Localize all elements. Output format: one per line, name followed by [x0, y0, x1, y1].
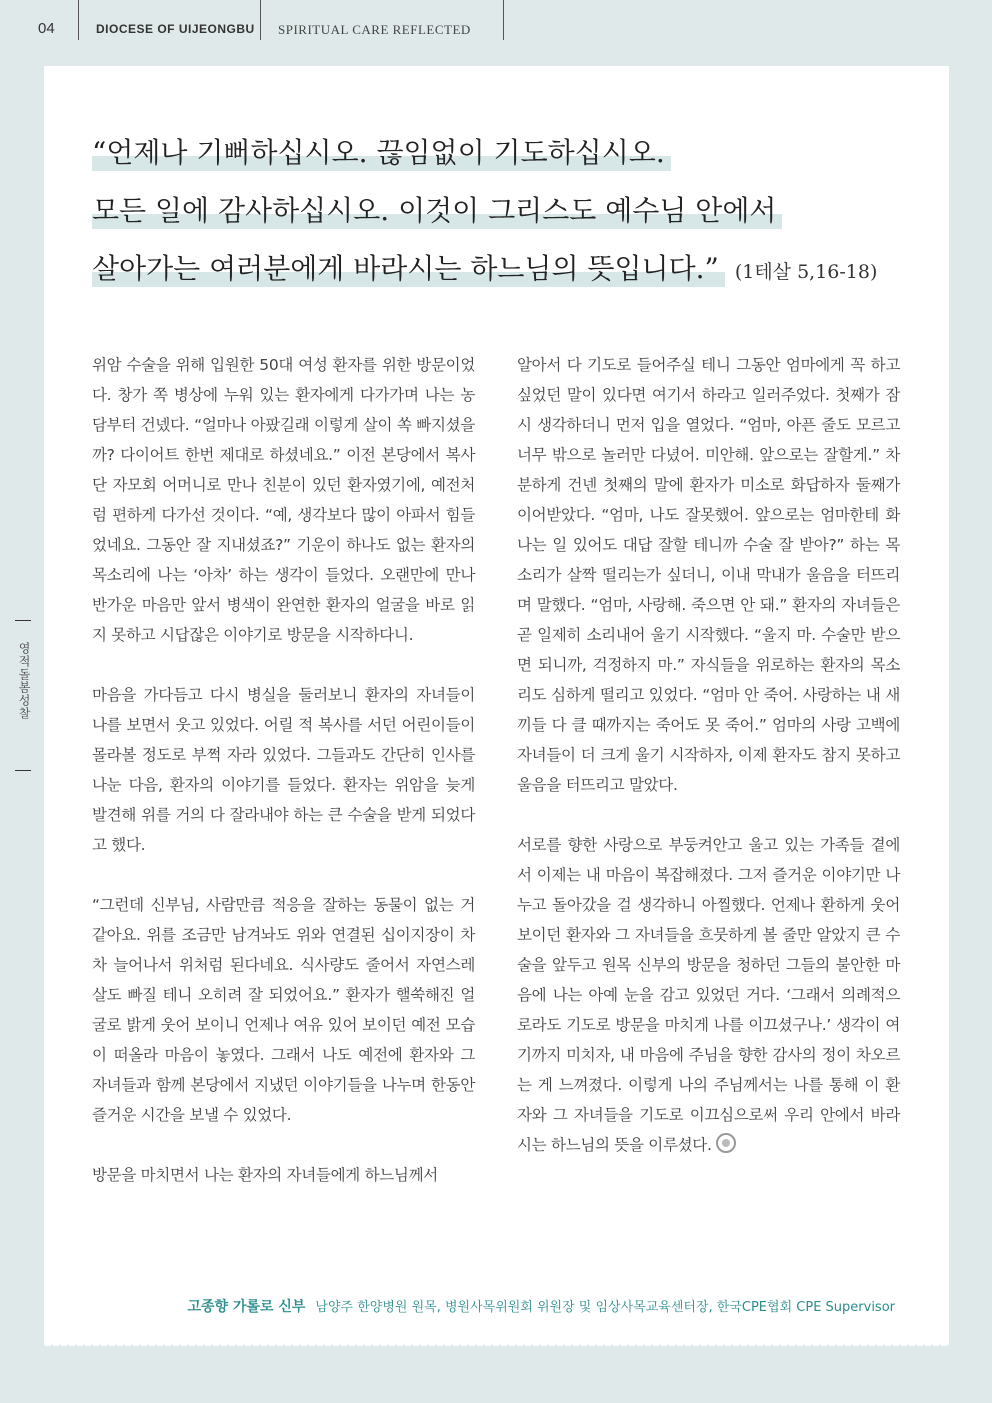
author-title: 남양주 한양병원 원목, 병원사목위원회 위원장 및 임상사목교육센터장, 한국CPE협회 CPE Supervisor	[315, 1300, 895, 1315]
paragraph-text: 서로를 향한 사랑으로 부둥켜안고 울고 있는 가족들 곁에서 이제는 내 마음이 복잡해졌다. 그저 즐거운 이야기만 나누고 돌아갔을 걸 생각하니 아찔했다. 언제나 환하게 웃어 보이던 환자와 그 자녀들을 흐뭇하게 볼 줄만 알았지 큰 수술을 앞두고 원목 신부의 방문을 청하던 그들의 불안한 마음에 나는 아예 눈을 감고 있었던 거다. ‘그래서 의례적으로라도 기도로 방문을 마치게 나를 이끄셨구나.’ 생각이 여기까지 미치자, 내 마음에 주님을 향한 감사의 정이 차오르는 게 느껴졌다. 이렇게 나의 주님께서는 나를 통해 이 환자와 그 자녀들을 기도로 이끄심으로써 우리 안에서 바라시는 하느님의 뜻을 이루셨다.	[517, 836, 900, 1154]
paragraph: 방문을 마치면서 나는 환자의 자녀들에게 하느님께서	[92, 1166, 438, 1184]
side-dash	[15, 620, 31, 621]
quote-line: 모든 일에 감사하십시오. 이것이 그리스도 예수님 안에서	[92, 193, 782, 229]
side-section-label	[13, 620, 33, 780]
article-column-right	[517, 350, 900, 1190]
quote-line: 살아가는 여러분에게 바라시는 하느님의 뜻입니다.”	[92, 251, 725, 287]
quote-line: “언제나 기뻐하십시오. 끊임없이 기도하십시오.	[92, 135, 671, 171]
end-mark-icon	[716, 1133, 736, 1153]
paragraph: “그런데 신부님, 사람만큼 적응을 잘하는 동물이 없는 거 같아요. 위를 조금만 남겨놔도 위와 연결된 십이지장이 차차 늘어나서 위처럼 된다네요. 식사량도 줄어서 자연스레 살도 빠질 테니 오히려 잘 되었어요.” 환자가 핼쑥해진 얼굴로 밝게 웃어 보이니 언제나 여유 있어 보이던 예전 모습이 떠올라 마음이 놓였다. 그래서 나도 예전에 환자와 그 자녀들과 함께 본당에서 지냈던 이야기들을 나누며 한동안 즐거운 시간을 보낼 수 있었다.	[92, 896, 475, 1124]
quote-reference: (1테살 5,16-18)	[734, 261, 878, 283]
paper-edge-bottom	[44, 1342, 949, 1350]
header-divider	[78, 0, 79, 40]
paragraph-last	[517, 830, 900, 1160]
side-label-text: 영적돌봄성찰	[17, 642, 31, 720]
article-column-left	[92, 350, 475, 1220]
scripture-quote	[92, 135, 877, 309]
header-diocese: DIOCESE OF UIJEONGBU	[96, 22, 255, 36]
side-dash	[15, 770, 31, 771]
author-name: 고종향 가롤로 신부	[187, 1299, 306, 1315]
header-divider	[260, 0, 261, 40]
paragraph: 위암 수술을 위해 입원한 50대 여성 환자를 위한 방문이었다. 창가 쪽 병상에 누워 있는 환자에게 다가가며 나는 농담부터 건넸다. “얼마나 아팠길래 이렇게 살이 쏙 빠지셨을까? 다이어트 한번 제대로 하셨네요.” 이전 본당에서 복사단 자모회 어머니로 만나 친분이 있던 환자였기에, 예전처럼 편하게 다가선 것이다. “예, 생각보다 많이 아파서 힘들었네요. 그동안 잘 지내셨죠?” 기운이 하나도 없는 환자의 목소리에 나는 ‘아차’ 하는 생각이 들었다. 오랜만에 만나 반가운 마음만 앞서 병색이 완연한 환자의 얼굴을 바로 읽지 못하고 시답잖은 이야기로 방문을 시작하다니.	[92, 356, 475, 644]
paragraph: 알아서 다 기도로 들어주실 테니 그동안 엄마에게 꼭 하고 싶었던 말이 있다면 여기서 하라고 일러주었다. 첫째가 잠시 생각하더니 먼저 입을 열었다. “엄마, 아픈 줄도 모르고 너무 밖으로 놀러만 다녔어. 미안해. 앞으로는 잘할게.” 차분하게 건넨 첫째의 말에 환자가 미소로 화답하자 둘째가 이어받았다. “엄마, 나도 잘못했어. 앞으로는 엄마한테 화나는 일 있어도 대답 잘할 테니까 수술 잘 받아?” 하는 목소리가 살짝 떨리는가 싶더니, 이내 막내가 울음을 터뜨리며 말했다. “엄마, 사랑해. 죽으면 안 돼.” 환자의 자녀들은 곧 일제히 소리내어 울기 시작했다. “울지 마. 수술만 받으면 되니까, 걱정하지 마.” 자식들을 위로하는 환자의 목소리도 심하게 떨리고 있었다. “엄마 안 죽어. 사랑하는 내 새끼들 다 클 때까지는 죽어도 못 죽어.” 엄마의 사랑 고백에 자녀들이 더 크게 울기 시작하자, 이제 환자도 참지 못하고 울음을 터뜨리고 말았다.	[517, 356, 900, 794]
page-header	[0, 0, 992, 64]
page-number: 04	[38, 20, 55, 37]
paragraph: 마음을 가다듬고 다시 병실을 둘러보니 환자의 자녀들이 나를 보면서 웃고 있었다. 어릴 적 복사를 서던 어린이들이 몰라볼 정도로 부쩍 자라 있었다. 그들과도 간단히 인사를 나눈 다음, 환자의 이야기를 들었다. 환자는 위암을 늦게 발견해 위를 거의 다 잘라내야 하는 큰 수술을 받게 되었다고 했다.	[92, 686, 475, 854]
header-divider	[503, 0, 504, 40]
header-section: SPIRITUAL CARE REFLECTED	[278, 22, 471, 37]
author-credit	[0, 1296, 895, 1316]
